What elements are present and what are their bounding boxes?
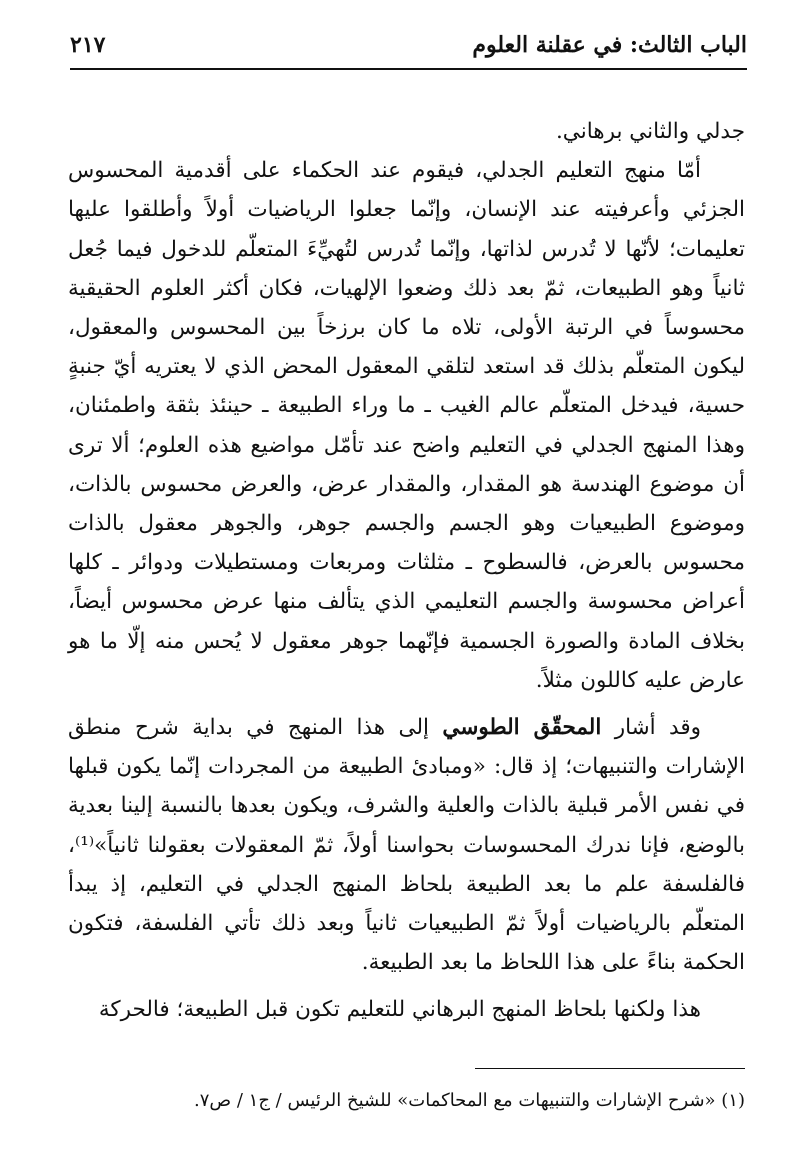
paragraph-3-rest: إلى هذا المنهج في بداية شرح منطق الإشارات والتنبيهات؛ إذ قال: «ومبادئ الطبيعة من المجردات إنّما يكون قبلها في نفس الأمر قبلية بالذات والعلية والشرف، ويكون بعدها بالنسبة إلينا بعدية بالوضع، فإنا ندرك المحسوسات بحواسنا أولاً، ثمّ المعقولات بعقولنا ثانياً»⁽¹⁾، فالفلسفة علم ما بعد الطبيعة بلحاظ المنهج الجدلي في التعليم، إذ يبدأ المتعلّم بالرياضيات أولاً ثمّ الطبيعيات ثانياً وبعد ذلك تأتي الفلسفة، فتكون الحكمة بناءً على هذا اللحاظ ما بعد الطبيعة. [68,715,745,976]
paragraph-2: أمّا منهج التعليم الجدلي، فيقوم عند الحكماء على أقدمية المحسوس الجزئي وأعرفيته عند الإنسان، وإنّما جعلوا الرياضيات أولاً وأطلقوا عليها تعليمات؛ لأنّها لا تُدرس لذاتها، وإنّما تُدرس لتُهيِّءَ المتعلّم للدخول فيما جُعل ثانياً وهو الطبيعات، ثمّ بعد ذلك وضعوا الإلهيات، فكان أكثر العلوم الحقيقية محسوساً في الرتبة الأولى، تلاه ما كان برزخاً بين المحسوس والمعقول، ليكون المتعلّم بذلك قد استعد لتلقي المعقول المحض الذي لا يعتريه أيّ جنبةٍ حسية، فيدخل المتعلّم عالم الغيب ـ ما وراء الطبيعة ـ حينئذ بثقة واطمئنان، وهذا المنهج الجدلي في التعليم واضح عند تأمّل مواضيع هذه العلوم؛ ألا ترى أن موضوع الهندسة هو المقدار، والمقدار عرض، والعرض محسوس بالذات، وموضوع الطبيعيات وهو الجسم والجسم جوهر، والجوهر معقول بالذات محسوس بالعرض، فالسطوح ـ مثلثات ومربعات ومستطيلات ودوائر ـ كلها أعراض محسوسة والجسم التعليمي الذي يتألف منها عرض محسوس أيضاً، بخلاف المادة والصورة الجسمية فإنّهما جوهر معقول لا يُحس منه إلّا ما هو عارض عليه كاللون مثلاً. [68,158,745,693]
body-text [68,112,745,1030]
paragraph-1: جدلي والثاني برهاني. [555,119,745,144]
paragraph-4: هذا ولكنها بلحاظ المنهج البرهاني للتعليم تكون قبل الطبيعة؛ فالحركة [98,997,701,1023]
running-head: الباب الثالث: في عقلنة العلوم [472,32,747,58]
header-rule [70,68,747,70]
paragraph-3 [68,708,745,982]
page-number: ٢١٧ [70,32,106,58]
footnote: (١) «شرح الإشارات والتنبيهات مع المحاكمات» للشيخ الرئيس / ج١ / ص٧. [193,1090,745,1111]
page-header [70,28,747,64]
paragraph-3-lead: وقد أشار [601,715,701,741]
footnote-rule [475,1068,745,1069]
author-name-bold: المحقّق الطوسي [442,715,602,741]
